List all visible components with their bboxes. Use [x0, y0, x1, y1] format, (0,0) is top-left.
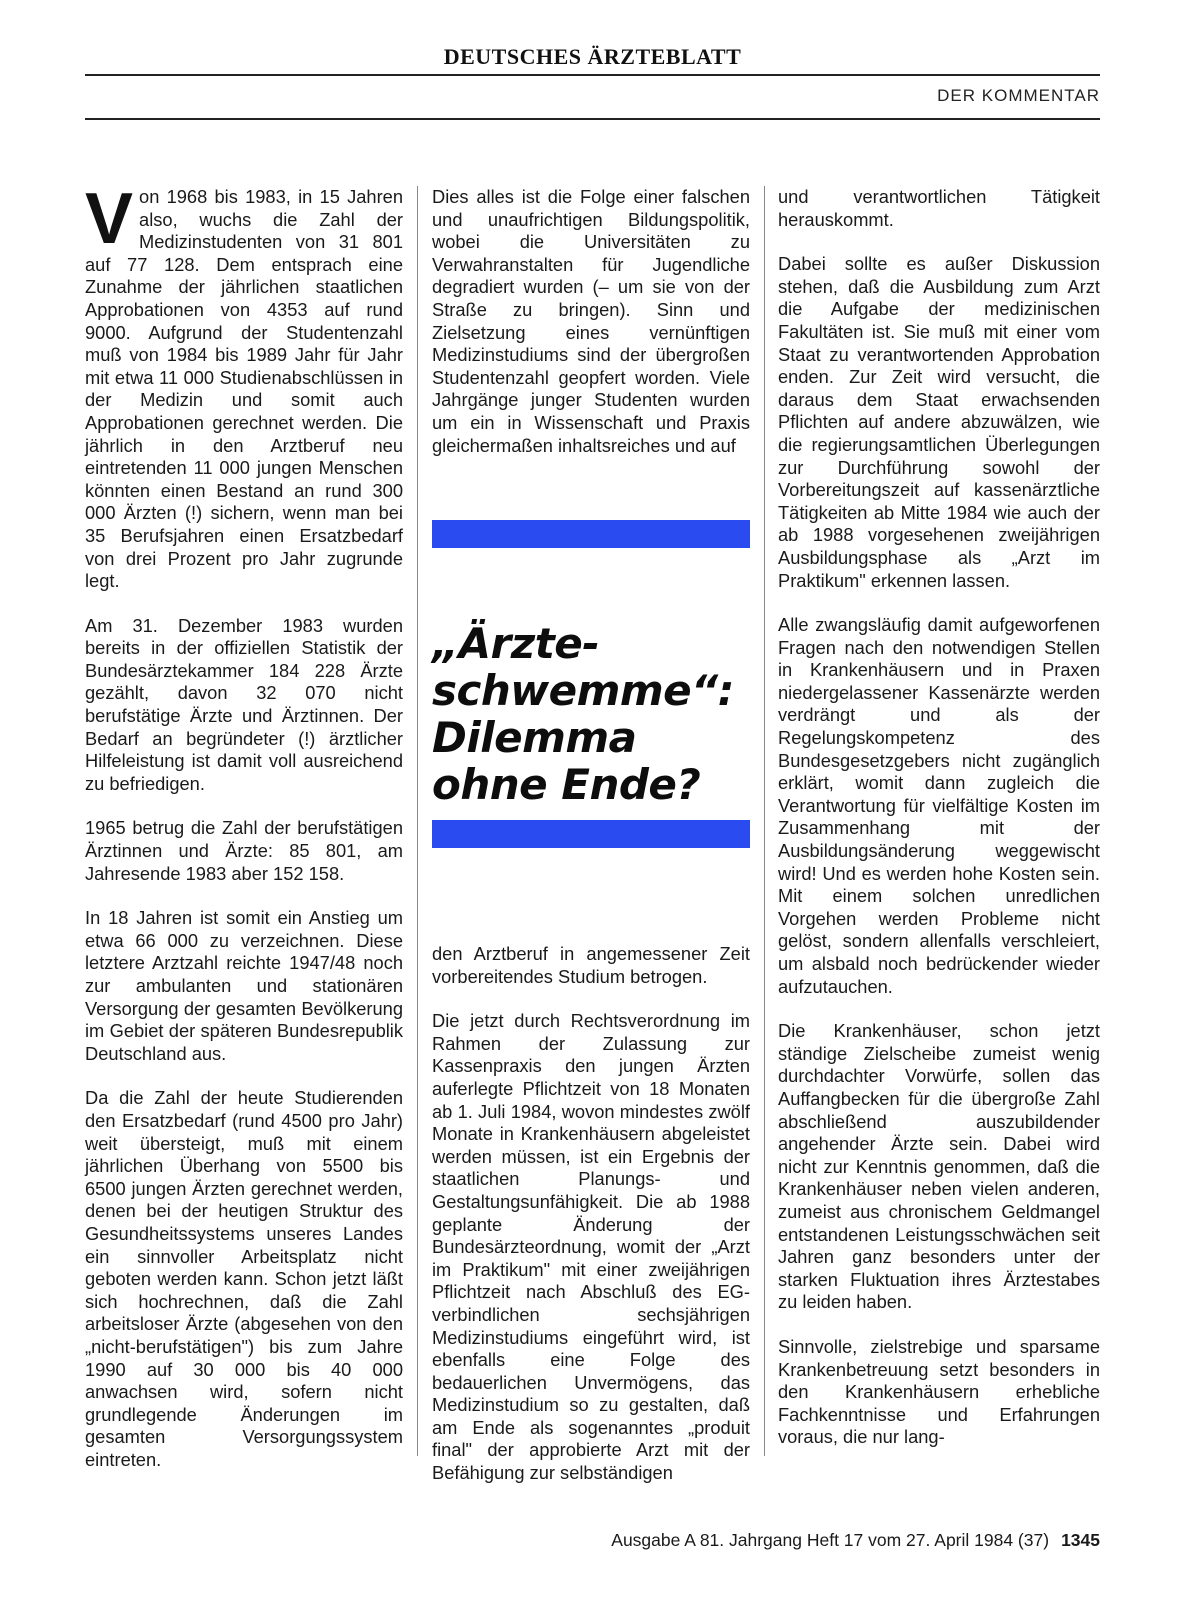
- paragraph: Die Krankenhäuser, schon jetzt ständige Zielscheibe zumeist wenig durchdachter Vorwürfe, sollen das Auffangbecken für die übergroße Zahl abschließend auszubildender angehender Ärzte sein. Dabei wird nicht zur Kenntnis genommen, daß die Krankenhäuser neben vielen anderen, zumeist aus chronischem Geldmangel entstandenen Leistungsschwächen seit Jahren ganz besonders unter der starken Fluktuation ihres Ärztestabes zu leiden haben.: [778, 1020, 1100, 1313]
- headline: [432, 620, 752, 808]
- article-column-2-top: [432, 186, 750, 479]
- masthead: DEUTSCHES ÄRZTEBLATT: [443, 44, 742, 69]
- section-label: DER KOMMENTAR: [937, 86, 1100, 105]
- headline-line: schwemme“:: [432, 666, 734, 715]
- paragraph: Dies alles ist die Folge einer falschen und unaufrichtigen Bildungspolitik, wobei die Universitäten zu Verwahranstalten für Jugendliche degradiert wurden (– um sie von der Straße zu bringen). Sinn und Zielsetzung eines vernünftigen Medizinstudiums sind der übergroßen Studentenzahl geopfert worden. Viele Jahrgänge junger Studenten wurden um ein in Wissenschaft und Praxis gleichermaßen inhaltsreiches und auf: [432, 186, 750, 456]
- paragraph: Da die Zahl der heute Studierenden den Ersatzbedarf (rund 4500 pro Jahr) weit übersteigt, muß mit einem jährlichen Überhang von 5500 bis 6500 jungen Ärzten gerechnet werden, denen bei der heutigen Struktur des Gesundheitssystems unseres Landes ein sinnvoller Arbeitsplatz nicht geboten werden kann. Schon jetzt läßt sich hochrechnen, daß die Zahl arbeitsloser Ärzte (abgesehen von den „nicht-berufstätigen") bis zum Jahre 1990 auf 30 000 bis 40 000 anwachsen wird, sofern nicht grundlegende Änderungen im gesamten Versorgungssystem eintreten.: [85, 1087, 403, 1470]
- drop-cap: V: [85, 179, 134, 259]
- highlight-bar-bottom: [432, 820, 750, 848]
- column-divider-2: [764, 186, 765, 1456]
- paragraph: Alle zwangsläufig damit aufgeworfenen Fragen nach den notwendigen Stellen in Krankenhäusern und in Praxen niedergelassener Kassenärzte werden verdrängt und als der Regelungskompetenz des Bundesgesetzgebers nicht zugänglich erklärt, womit dann zugleich die Verantwortung für vielfältige Kosten im Zusammenhang mit der Ausbildungsänderung weggewischt wird! Und es werden hohe Kosten sein. Mit einem solchen unredlichen Vorgehen werden Probleme nicht gelöst, sondern allenfalls verschleiert, um alsbald noch bedrückender wieder aufzutauchen.: [778, 614, 1100, 997]
- paragraph: den Arztberuf in angemessener Zeit vorbereitendes Studium betrogen.: [432, 943, 750, 987]
- paragraph: Dabei sollte es außer Diskussion stehen, daß die Ausbildung zum Arzt die Aufgabe der medizinischen Fakultäten ist. Sie muß mit einer vom Staat zu verantwortenden Approbation enden. Zur Zeit wird versucht, die daraus dem Staat erwachsenden Pflichten auf andere abzuwälzen, wie die regierungsamtlichen Überlegungen zur Durchführung sowohl der Vorbereitungszeit auf kassenärztliche Tätigkeiten ab Mitte 1984 wie auch der ab 1988 vorgesehenen zweijährigen Ausbildungsphase als „Arzt im Praktikum" erkennen lassen.: [778, 253, 1100, 591]
- page-footer: [611, 1530, 1100, 1551]
- header-rule: [85, 118, 1100, 120]
- paragraph: Die jetzt durch Rechtsverordnung im Rahmen der Zulassung zur Kassenpraxis den jungen Ärzten auferlegte Pflichtzeit von 18 Monaten ab 1. Juli 1984, wovon mindestes zwölf Monate in Krankenhäusern abgeleistet werden müssen, ist ein Ergebnis der staatlichen Planungs- und Gestaltungsunfähigkeit. Die ab 1988 geplante Änderung der Bundesärzteordnung, womit der „Arzt im Praktikum" mit einer zweijährigen Pflichtzeit nach Abschluß des EG-verbindlichen sechsjährigen Medizinstudiums eingeführt wird, ist ebenfalls eine Folge des bedauerlichen Unvermögens, das Medizinstudium so zu gestalten, daß am Ende als sogenanntes „produit final" der approbierte Arzt mit der Befähigung zur selbständigen: [432, 1010, 750, 1484]
- article-column-2-bottom: [432, 943, 750, 1507]
- paragraph: und verantwortlichen Tätigkeit herauskommt.: [778, 186, 1100, 230]
- article-column-3: [778, 186, 1100, 1471]
- headline-line: Dilemma: [432, 713, 637, 762]
- headline-line: „Ärzte-: [432, 619, 600, 668]
- page-number: 1345: [1061, 1530, 1100, 1550]
- top-rule: [85, 74, 1100, 76]
- paragraph: 1965 betrug die Zahl der berufstätigen Ärztinnen und Ärzte: 85 801, am Jahresende 1983 aber 152 158.: [85, 817, 403, 884]
- article-column-1: [85, 179, 403, 1493]
- paragraph: Am 31. Dezember 1983 wurden bereits in der offiziellen Statistik der Bundesärztekammer 184 228 Ärzte gezählt, davon 32 070 nicht berufstätige Ärzte und Ärztinnen. Der Bedarf an begründeter (!) ärztlicher Hilfeleistung ist damit voll ausreichend zu befriedigen.: [85, 614, 403, 794]
- paragraph: In 18 Jahren ist somit ein Anstieg um etwa 66 000 zu verzeichnen. Diese letztere Arztzahl reichte 1947/48 noch zur ambulanten und stationären Versorgung der gesamten Bevölkerung im Gebiet der späteren Bundesrepublik Deutschland aus.: [85, 907, 403, 1064]
- paragraph: Von 1968 bis 1983, in 15 Jahren also, wuchs die Zahl der Medizinstudenten von 31 801 auf 77 128. Dem entsprach eine Zunahme der jährlichen staatlichen Approbationen von 4353 auf rund 9000. Aufgrund der Studentenzahl muß von 1984 bis 1989 Jahr für Jahr mit etwa 11 000 Studienabschlüssen in der Medizin und somit auch Approbationen gerechnet werden. Die jährlich in den Arztberuf neu eintretenden 11 000 jungen Menschen könnten einen Bestand an rund 300 000 Ärzten (!) sichern, wenn man bei 35 Berufsjahren einen Ersatzbedarf von drei Prozent pro Jahr zugrunde legt.: [85, 179, 403, 592]
- column-divider-1: [417, 186, 418, 1456]
- paragraph: Sinnvolle, zielstrebige und sparsame Krankenbetreuung setzt besonders in den Krankenhäusern erhebliche Fachkenntnisse und Erfahrungen voraus, die nur lang-: [778, 1335, 1100, 1448]
- highlight-bar-top: [432, 520, 750, 548]
- issue-info: Ausgabe A 81. Jahrgang Heft 17 vom 27. April 1984 (37): [611, 1530, 1050, 1550]
- headline-line: ohne Ende?: [432, 760, 701, 809]
